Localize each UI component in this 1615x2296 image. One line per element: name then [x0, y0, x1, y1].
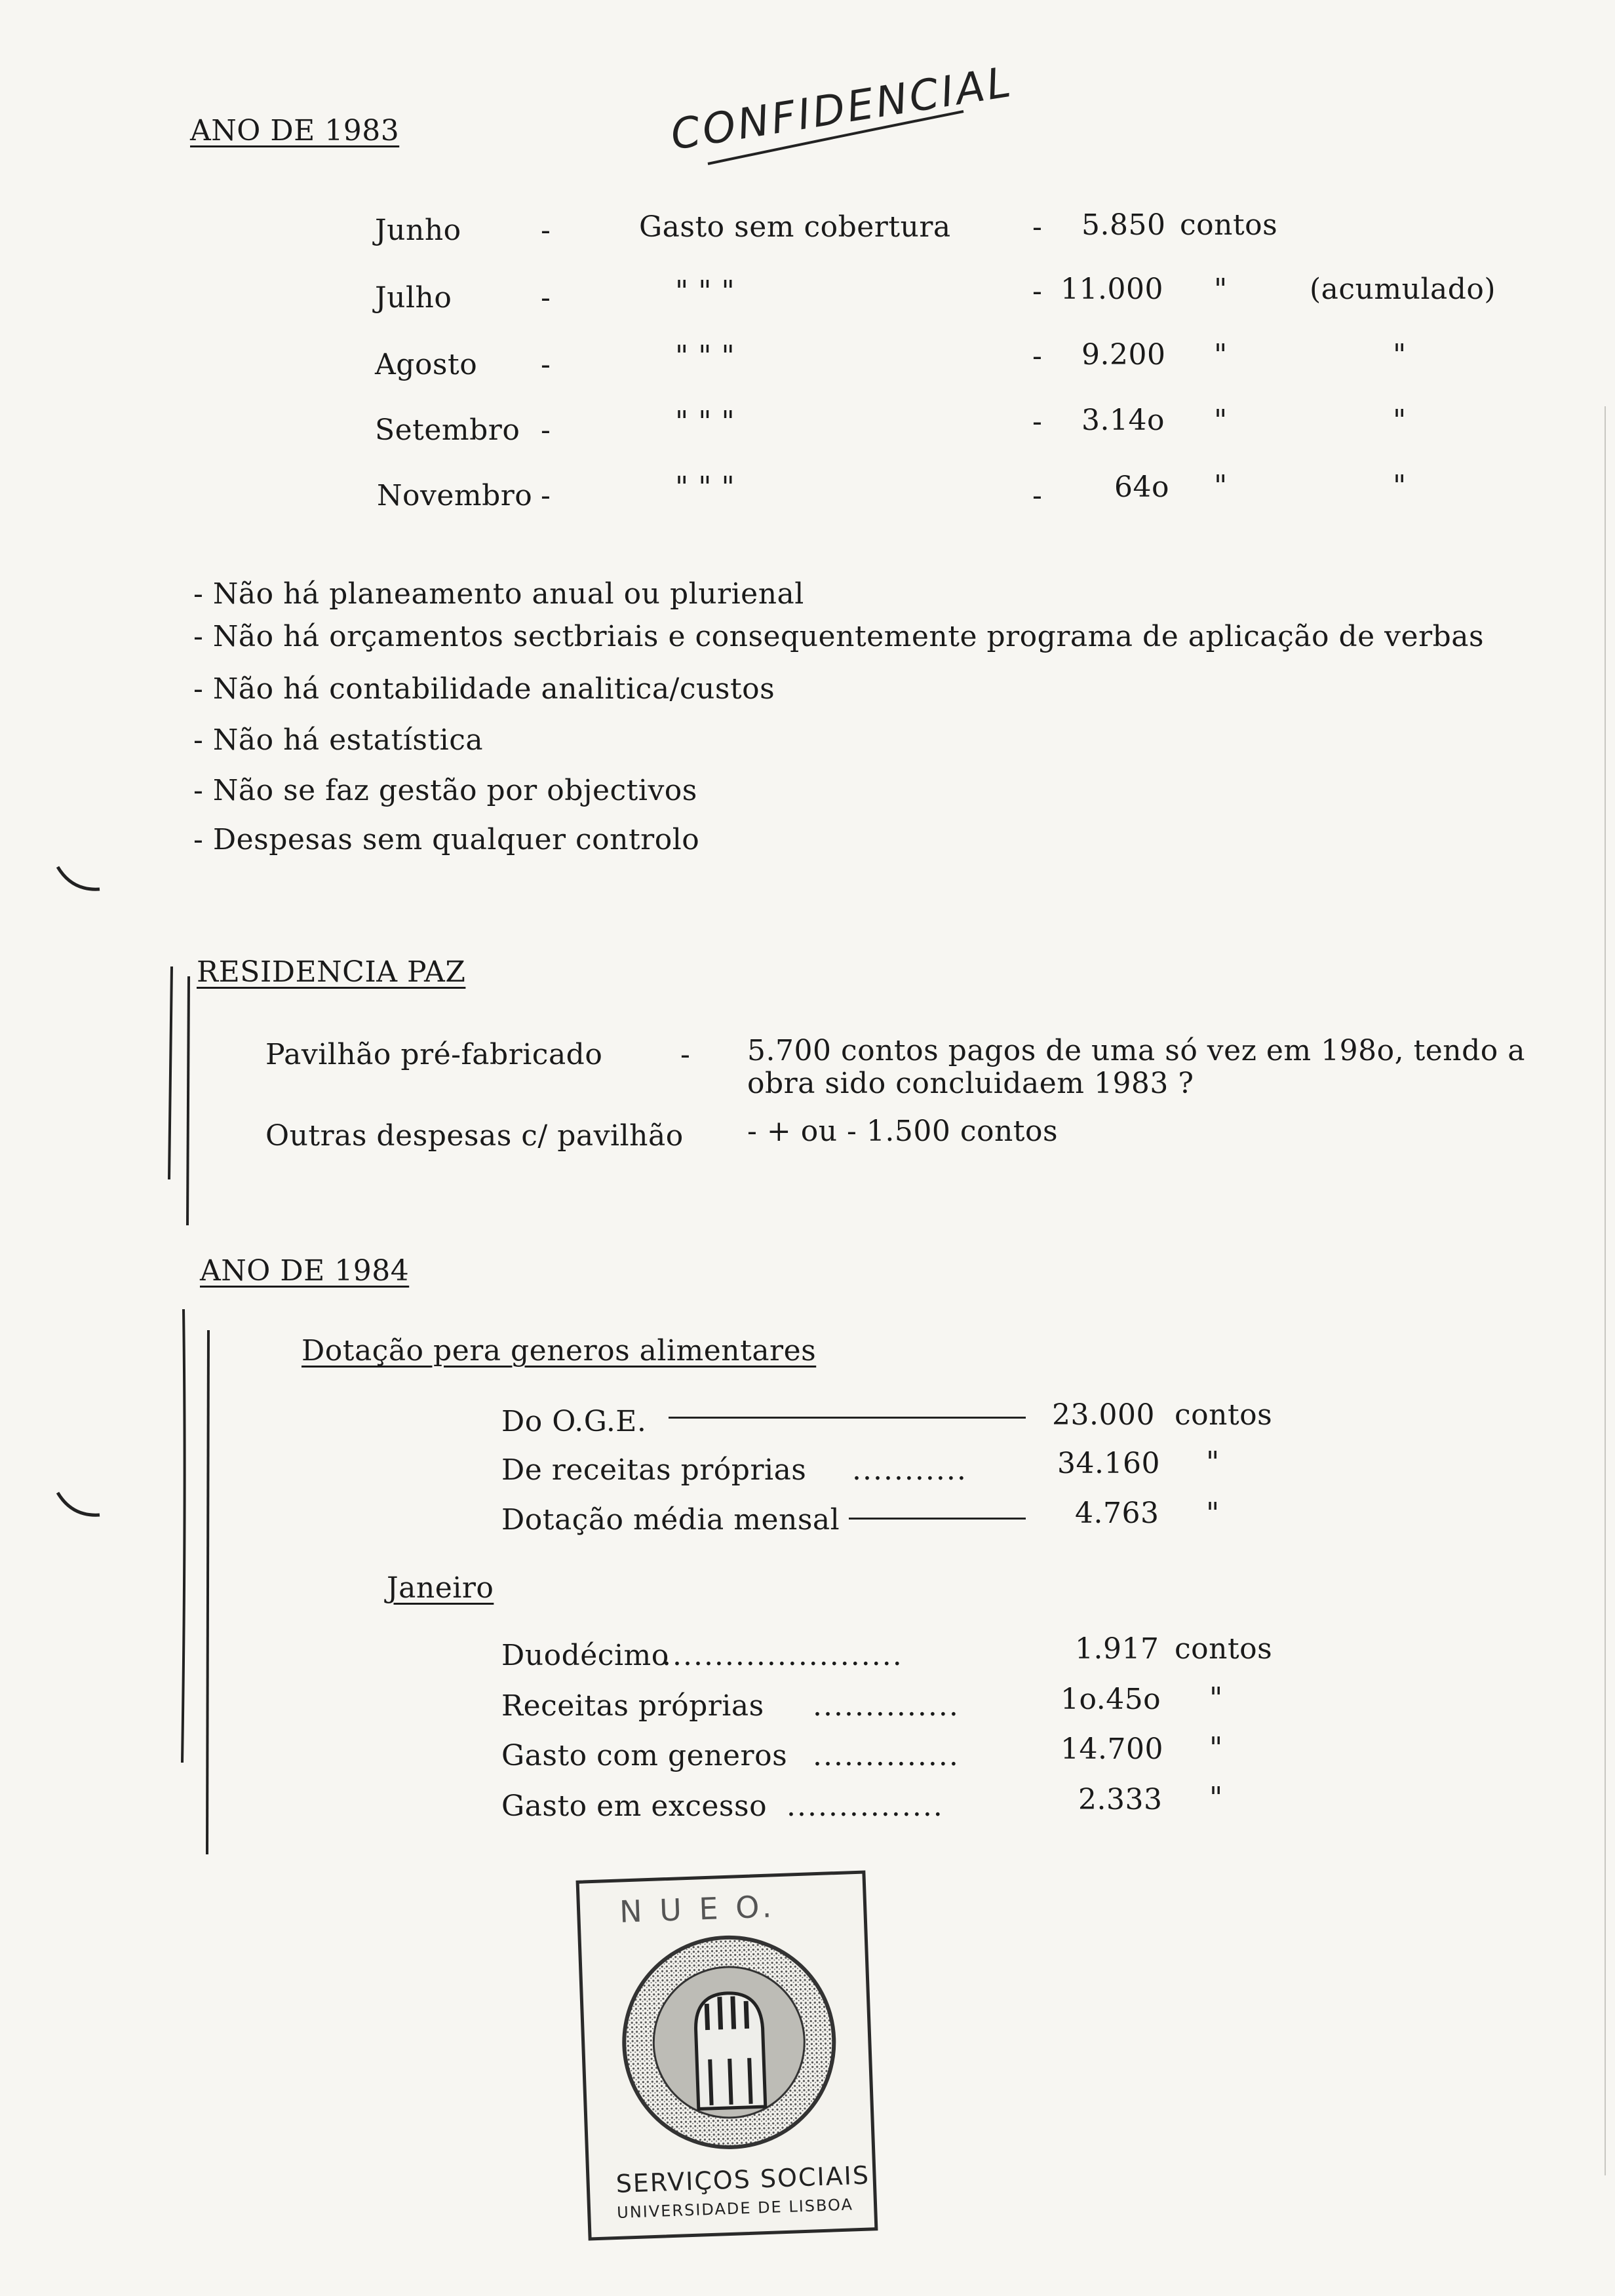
section-bracket — [164, 963, 197, 1238]
row-unit: contos — [1175, 1632, 1273, 1666]
residencia-row2-text: - + ou - 1.500 contos — [747, 1115, 1059, 1148]
stamp-university-name: UNIVERSIDADE DE LISBOA — [616, 2195, 854, 2222]
list-item: - Não há contabilidade analitica/custos — [193, 672, 775, 706]
dash-cell: - — [1032, 479, 1043, 512]
desc-cell: Gasto sem cobertura — [639, 210, 951, 244]
row-value: 2.333 — [1078, 1783, 1163, 1816]
row-value: 1.917 — [1075, 1632, 1159, 1666]
month-cell: Setembro — [375, 413, 520, 447]
list-item: - Não há orçamentos sectbriais e consequentemente programa de aplicação de verbas — [193, 620, 1485, 653]
leader-dots: ........... — [852, 1453, 967, 1487]
value-cell: 64o — [1114, 470, 1169, 504]
row-value: 1o.45o — [1060, 1683, 1161, 1716]
month-cell: Novembro — [377, 479, 533, 512]
margin-mark — [52, 862, 105, 901]
dash-cell: - — [1032, 339, 1043, 373]
heading-year-1983: ANO DE 1983 — [190, 114, 400, 147]
value-cell: 3.14o — [1081, 404, 1165, 437]
desc-cell: " " " — [675, 405, 735, 438]
row-unit: " — [1209, 1781, 1223, 1814]
dash-cell: - — [541, 214, 551, 247]
dash-cell: - — [541, 479, 551, 512]
unit-cell: " — [1214, 273, 1228, 306]
row-unit: " — [1209, 1681, 1223, 1715]
unit-cell: " — [1214, 469, 1228, 503]
note-cell: " — [1393, 404, 1407, 437]
section-bracket — [177, 1304, 216, 1867]
residencia-row1-text-line1: 5.700 contos pagos de uma só vez em 198o, tendo a — [747, 1034, 1525, 1067]
row-label: Gasto em excesso — [501, 1789, 768, 1823]
unit-cell: contos — [1180, 208, 1278, 242]
page-edge-line — [1605, 406, 1606, 2175]
leader-dots: .............. — [813, 1739, 960, 1772]
value-cell: 5.850 — [1081, 208, 1166, 242]
dash-cell: - — [1032, 210, 1043, 244]
residencia-row1-text-line2: obra sido concluidaem 1983 ? — [747, 1067, 1194, 1100]
row-unit: " — [1209, 1731, 1223, 1765]
list-item: - Não há estatística — [193, 723, 484, 757]
leader-line — [669, 1417, 1026, 1419]
note-cell: " — [1393, 469, 1407, 503]
dash-cell: - — [541, 281, 551, 315]
row-unit: contos — [1175, 1398, 1273, 1432]
row-unit: " — [1206, 1445, 1220, 1479]
stamp-org-name: SERVIÇOS SOCIAIS — [615, 2160, 870, 2199]
desc-cell: " " " — [675, 339, 735, 373]
handwritten-underline — [701, 98, 977, 177]
row-label: Gasto com generos — [501, 1739, 788, 1772]
residencia-row2-label: Outras despesas c/ pavilhão — [265, 1119, 684, 1153]
month-cell: Agosto — [375, 348, 478, 381]
heading-year-1984: ANO DE 1984 — [200, 1254, 410, 1288]
unit-cell: " — [1214, 404, 1228, 437]
unit-cell: " — [1214, 338, 1228, 372]
list-item: - Despesas sem qualquer controlo — [193, 823, 700, 856]
leader-dots: .............. — [813, 1689, 960, 1723]
dash-cell: - — [541, 413, 551, 447]
row-label: Receitas próprias — [501, 1689, 764, 1723]
note-cell: " — [1393, 338, 1407, 372]
leader-line — [849, 1518, 1026, 1520]
margin-mark — [52, 1487, 105, 1527]
handwritten-confidential-note: CONFIDENCIAL — [667, 58, 1017, 160]
leader-dots: ....................... — [662, 1639, 903, 1672]
row-value: 23.000 — [1052, 1398, 1155, 1432]
residencia-row1-dash: - — [680, 1038, 691, 1071]
institution-stamp — [576, 1870, 878, 2240]
leader-dots: ............... — [787, 1789, 944, 1823]
row-label: De receitas próprias — [501, 1453, 807, 1487]
value-cell: 11.000 — [1060, 273, 1163, 306]
residencia-row1-label: Pavilhão pré-fabricado — [265, 1038, 603, 1071]
month-cell: Julho — [375, 281, 452, 315]
row-value: 4.763 — [1075, 1497, 1159, 1530]
note-cell: (acumulado) — [1310, 273, 1496, 306]
row-label: Duodécimo — [501, 1639, 669, 1672]
row-value: 14.700 — [1060, 1732, 1163, 1766]
dash-cell: - — [1032, 405, 1043, 438]
heading-residencia-paz: RESIDENCIA PAZ — [197, 955, 466, 989]
dash-cell: - — [1032, 275, 1043, 308]
row-unit: " — [1206, 1497, 1220, 1530]
dash-cell: - — [541, 348, 551, 381]
desc-cell: " " " — [675, 470, 735, 504]
month-cell: Junho — [375, 214, 461, 247]
list-item: - Não se faz gestão por objectivos — [193, 774, 697, 807]
subheading-janeiro: Janeiro — [387, 1571, 494, 1605]
value-cell: 9.200 — [1081, 338, 1166, 372]
stamp-seal-emblem — [613, 1927, 844, 2158]
row-label: Dotação média mensal — [501, 1503, 840, 1537]
desc-cell: " " " — [675, 275, 735, 308]
list-item: - Não há planeamento anual ou plurienal — [193, 577, 804, 611]
stamp-top-text: N U E O. — [619, 1888, 777, 1930]
row-value: 34.160 — [1057, 1447, 1160, 1480]
subheading-dotacao: Dotação pera generos alimentares — [302, 1334, 817, 1368]
row-label: Do O.G.E. — [501, 1405, 647, 1438]
